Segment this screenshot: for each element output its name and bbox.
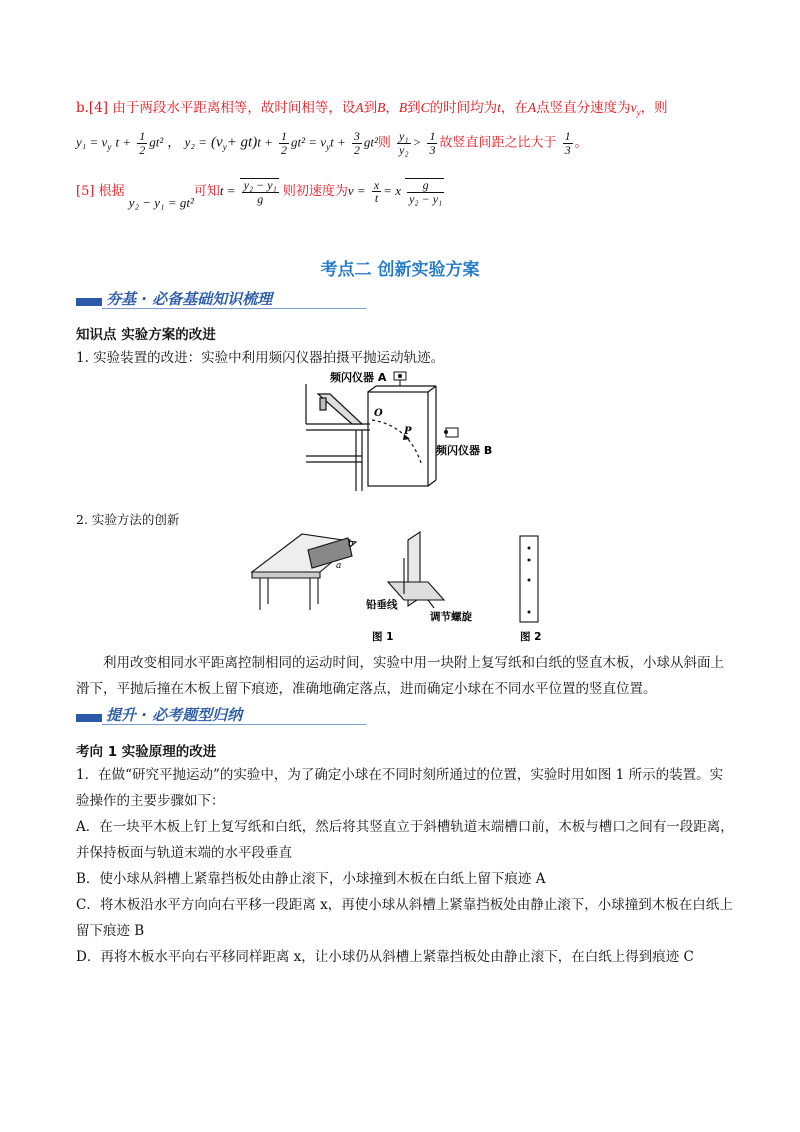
v-frac: $\frac{x}{t}$: [373, 177, 380, 206]
point-b: B: [398, 100, 408, 115]
t-sqrt: $\frac{\text{y₂ − y₁}}{g}$: [240, 178, 279, 205]
eq2-three-half: $\frac{3}{2}$: [353, 129, 360, 157]
answer-5-text: 则初速度为: [282, 184, 348, 200]
banner-bar: [76, 714, 102, 722]
point-a: A: [527, 100, 537, 115]
point-p-label: P: [404, 426, 412, 437]
camera-a-label: 频闪仪器 A: [330, 371, 387, 384]
var-t: t: [497, 100, 501, 115]
eq1-lhs: y₁ = v: [76, 134, 108, 150]
then-text: 则: [377, 135, 391, 151]
answer-b-text: 到: [363, 100, 378, 116]
answer-5-text: 可知: [193, 184, 220, 200]
eq2-lhs: y₂ =: [184, 134, 207, 150]
trajectory-path: [372, 420, 422, 466]
camera-b-label: 频闪仪器 B: [436, 444, 493, 457]
conclusion-third: $\frac{1}{3}$: [564, 129, 571, 157]
answer-b-text: 由于两段水平距离相等，故时间相等，设: [112, 100, 356, 116]
strobe-apparatus-figure: [300, 366, 510, 496]
answer-b-text: 的时间均为: [429, 100, 498, 116]
point-o-label: O: [374, 408, 383, 419]
banner-basics-text: 夯基 · 必备基础知识梳理: [106, 290, 273, 308]
answer-b-text: ，在: [500, 100, 528, 116]
banner-basics: [76, 288, 366, 310]
step-b: B．使小球从斜槽上紧靠挡板处由静止滚下，小球撞到木板在白纸上留下痕迹 A: [76, 871, 546, 887]
eq2-paren2: + gt): [226, 134, 258, 151]
eq2-mid: gt² = v: [291, 134, 327, 150]
eq2-half: $\frac{1}{2}$: [281, 129, 288, 157]
plumb-line-label: 铅垂线: [366, 599, 398, 611]
period: 。: [574, 135, 588, 151]
point-a: A: [355, 100, 364, 115]
method-paragraph: 利用改变相同水平距离控制相同的运动时间，实验中用一块附上复写纸和白纸的竖直木板，小球从斜面上滑下，平抛后撞在木板上留下痕迹，准确地确定落点，进而确定小球在不同水平位置的竖直位置。: [76, 655, 724, 697]
t-lhs: t =: [219, 183, 236, 199]
point-b: B: [377, 100, 386, 115]
eq2-paren: (v: [211, 134, 223, 151]
banner-rule: [102, 724, 366, 725]
answer-5-label: [5]: [76, 184, 95, 200]
answer-b-label: b.[4]: [76, 100, 109, 116]
label-b: b: [348, 539, 354, 549]
method-figure: [248, 528, 568, 646]
eq2-tail: gt²: [363, 134, 378, 150]
answer-b-text: ，: [385, 100, 399, 116]
step-c: C．将木板沿水平方向向右平移一段距离 x，再使小球从斜槽上紧靠挡板处由静止滚下，小球撞到木板在白纸上留下痕迹 B: [76, 897, 733, 939]
banner-advance: [76, 704, 366, 726]
ratio-y1-y2: $\frac{\text{y₁}}{\text{y₂}}$: [399, 129, 409, 157]
eq1-half: $\frac{1}{2}$: [139, 129, 146, 157]
eq-sep: ，: [167, 135, 181, 151]
answer-5-text: 根据: [98, 184, 125, 200]
knowledge-heading: 知识点 实验方案的改进: [76, 327, 216, 343]
eq1-tail: gt²: [149, 134, 164, 150]
step-a: A．在一块平木板上钉上复写纸和白纸，然后将其竖直立于斜槽轨道末端槽口前，木板与槽口之间有一段距离，并保持板面与轨道末端的水平段垂直: [76, 819, 734, 861]
answer-5-line: [76, 177, 444, 211]
answer-b-line: [76, 96, 668, 118]
banner-rule: [102, 308, 366, 309]
camera-b: [444, 428, 458, 437]
fig2-caption: 图 2: [520, 631, 542, 643]
item-2: 2. 实验方法的创新: [76, 512, 180, 527]
question-1-intro: 1．在做“研究平抛运动”的实验中，为了确定小球在不同时刻所通过的位置，实验时用如图 1 所示的装置。实验操作的主要步骤如下：: [76, 767, 724, 809]
conclusion-text: 故竖直间距之比大于: [439, 135, 557, 151]
point-c: C: [420, 100, 430, 115]
eq2-mid2: t +: [330, 134, 346, 150]
banner-advance-text: 提升 · 必考题型归纳: [106, 706, 243, 724]
v-eq: = x: [383, 183, 401, 199]
answer-b-equations: $y_1 = v_y$ t + $\frac{1}{2}$ gt² ， $y_2 = (v_y+ gt)t$ + $\frac{1}{2}$ $gt^2 = v_yt$ + $\frac{3}{2}$ gt²则 $\frac{\text{y₁}}{\text{y₂}}$ > $\frac{1}{3}$ 故竖直间距之比大于 $\frac{1}{3}$ 。: [76, 129, 588, 157]
label-a: a: [336, 561, 342, 571]
v-sqrt: $\frac{g}{\text{y₂ − y₁}}$: [405, 178, 444, 205]
var-vy-sub: y: [636, 107, 641, 118]
eq1-mid: t +: [115, 134, 132, 150]
fig1-caption: 图 1: [372, 631, 394, 643]
banner-bar: [76, 298, 102, 306]
item-1: 1. 实验装置的改进：实验中利用频闪仪器拍摄平抛运动轨迹。: [76, 350, 445, 366]
screw-label: 调节螺旋: [430, 611, 472, 623]
answer-b-text: 到: [407, 100, 421, 116]
answer-b-text: 点竖直分速度为: [536, 100, 631, 116]
direction-heading: 考向 1 实验原理的改进: [76, 744, 217, 760]
one-third: $\frac{1}{3}$: [429, 129, 436, 157]
vertical-board: [368, 392, 428, 486]
v-lhs: v =: [347, 183, 366, 199]
answer-5-eq: y₂ − y₁ = gt²: [128, 195, 194, 211]
camera-a: [394, 372, 406, 386]
step-d: D．再将木板水平向右平移同样距离 x，让小球仍从斜槽上紧靠挡板处由静止滚下，在白纸上得到痕迹 C: [76, 949, 694, 965]
greater-than: >: [412, 134, 422, 150]
section-title: 考点二 创新实验方案: [320, 260, 480, 280]
answer-b-text: ，则: [640, 100, 668, 116]
var-vy: v: [630, 100, 637, 115]
eq2-t: t +: [257, 134, 273, 150]
